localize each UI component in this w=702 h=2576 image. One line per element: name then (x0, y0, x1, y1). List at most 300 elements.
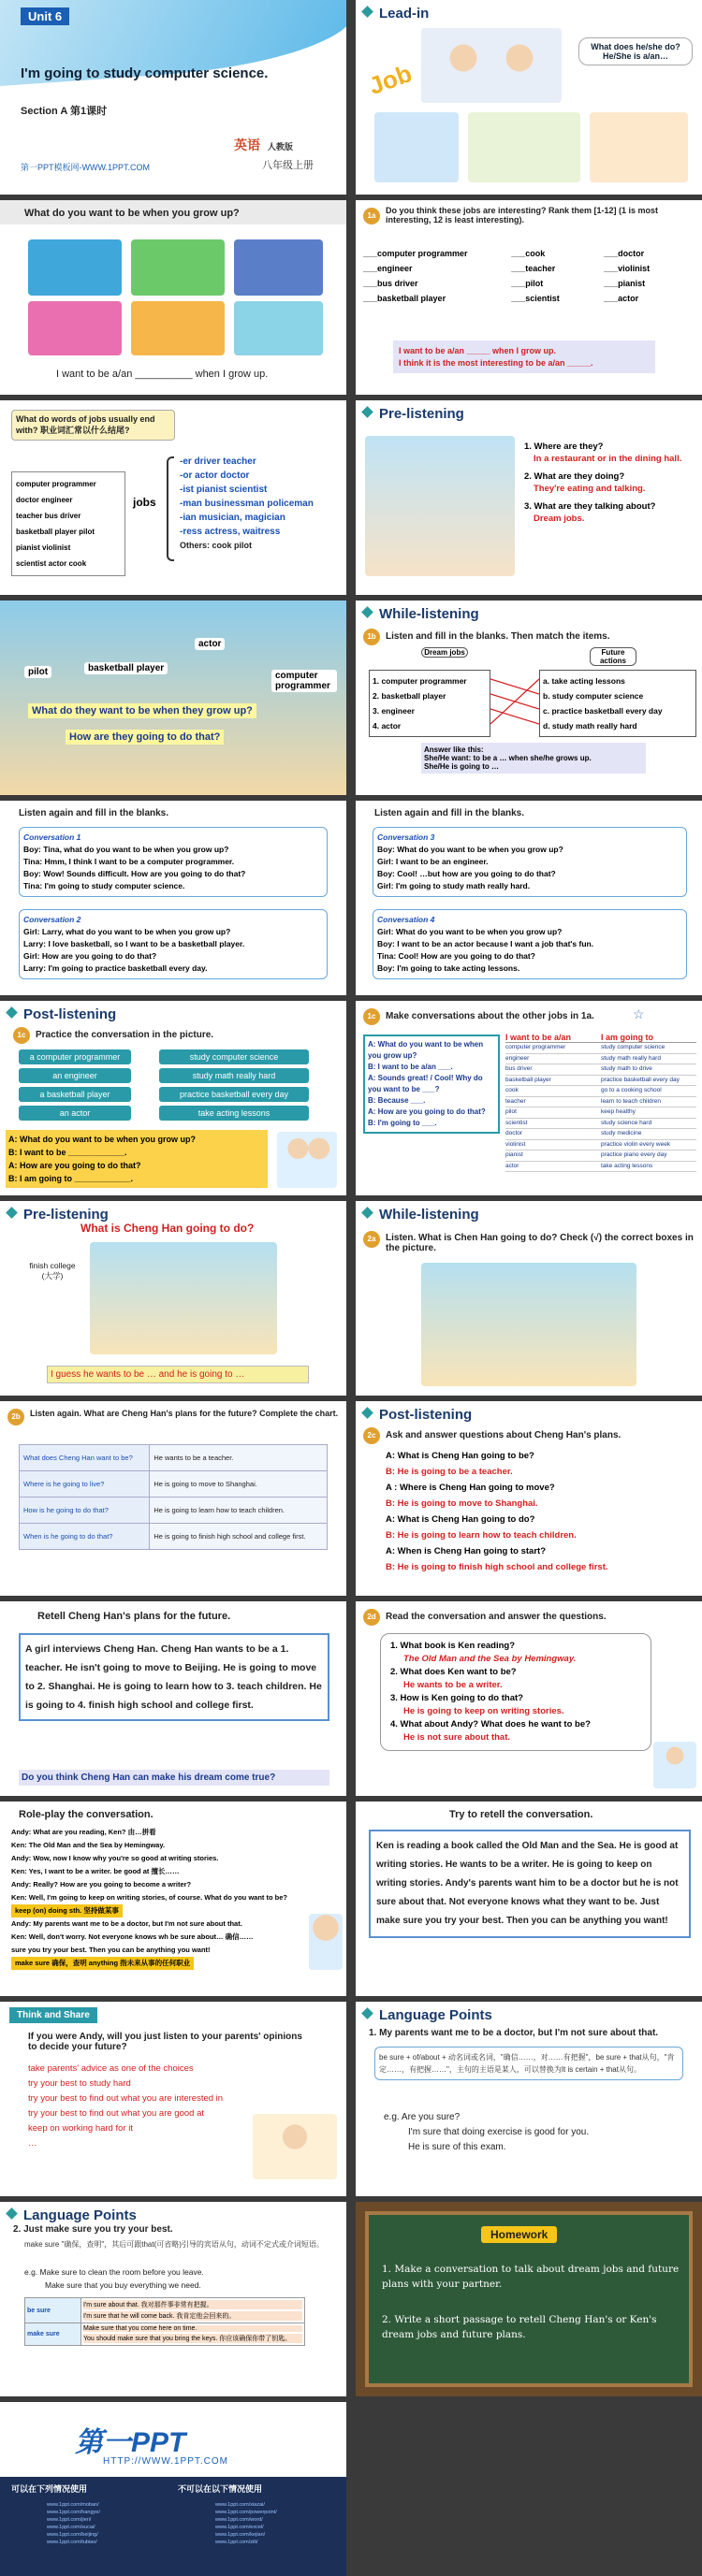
question-line: A: What is Cheng Han going to be? (386, 1451, 534, 1461)
question-line: 2. What are they doing? (524, 471, 625, 482)
conversation-line: Girl: How are you going to do that? (23, 951, 157, 961)
conversation-title: Conversation 3 (377, 832, 435, 842)
job-label: engineer (377, 264, 413, 273)
ending-line: -ist pianist scientist (180, 485, 268, 495)
job-cell: computer programmer (505, 1044, 566, 1050)
plan-cell: go to a cooking school (601, 1087, 662, 1093)
job-cell: doctor (505, 1130, 523, 1136)
note-line: make sure 确保，查明 anything 指未来从事的任何职业 (11, 1957, 194, 1970)
conversation-line: Girl: I'm going to study math really hard. (377, 881, 531, 890)
plan-cell: take acting lessons (601, 1162, 653, 1169)
slide-heading: Lead-in (363, 6, 429, 22)
links-left (47, 2501, 100, 2546)
question-line: A : Where is Cheng Han going to move? (386, 1483, 555, 1493)
plans-row (20, 1498, 328, 1524)
plans-answer: He is going to learn how to teach children. (150, 1498, 328, 1524)
task-text: Listen again. What are Cheng Han's plans for the future? Complete the chart. (30, 1409, 339, 1418)
left-item: 1. computer programmer (373, 676, 467, 686)
job-cell: scientist (505, 1119, 528, 1126)
section-label: Section A 第1课时 (21, 106, 108, 117)
column-header: I want to be a/an (505, 1033, 572, 1042)
job-label: cook (525, 249, 546, 258)
answer-model-line: She/He is going to … (424, 762, 500, 771)
job-pill: an actor (19, 1106, 131, 1121)
qa-box (380, 1633, 651, 1751)
ending-line: -or actor doctor (180, 470, 250, 481)
activity-number: 2d (363, 1609, 380, 1626)
note-line: keep (on) doing sth. 坚持做某事 (11, 1904, 123, 1918)
phrase-row (505, 1129, 696, 1140)
plan-cell: study medicine (601, 1130, 642, 1136)
job-image-6 (234, 301, 323, 355)
note-text: make sure "确保，查明"，其后可跟that(可省略)引导的宾语从句，动词不定式或介词短语。 (24, 2240, 324, 2249)
can-use-title: 可以在下列情况使用 (11, 2484, 88, 2494)
slide-brand (0, 2402, 346, 2576)
chalkboard (365, 2211, 693, 2387)
brand-logo: 第一PPT (75, 2427, 186, 2458)
conversation-line: Larry: I love basketball, so I want to be a basketball player. (23, 939, 245, 948)
question-line: A: What is Cheng Han going to do? (386, 1514, 535, 1525)
task-text: Make conversations about the other jobs in 1a. (386, 1011, 594, 1021)
slide-2d-questions (356, 1601, 702, 1796)
phrase-rows (505, 1043, 696, 1172)
conversation-1-box (19, 827, 328, 897)
resource-link[interactable]: www.1ppt.com/beijing/ (47, 2532, 98, 2538)
row-head: make sure (25, 2323, 81, 2346)
resource-link[interactable]: www.1ppt.com/excel/ (215, 2525, 264, 2530)
task-text: Read the conversation and answer the questions. (386, 1612, 607, 1622)
plan-cell: study computer science (601, 1044, 665, 1050)
question-line: 4. What about Andy? What does he want to be? (390, 1719, 591, 1729)
conversation-line: Boy: I'm going to take acting lessons. (377, 963, 520, 973)
left-item: 2. basketball player (373, 691, 446, 701)
task-text: Listen. What is Chen Han going to do? Check (√) the correct boxes in the picture. (386, 1233, 694, 1253)
phrase-row (505, 1064, 696, 1076)
job-blank[interactable]: ___pianist (604, 279, 646, 288)
phrase-row (505, 1119, 696, 1130)
conversation-line: Andy: My parents want me to be a doctor, but I'm not sure about that. (11, 1919, 242, 1928)
question-line: 1. What book is Ken reading? (390, 1641, 516, 1651)
plans-question: When is he going to do that? (20, 1524, 150, 1550)
phrase-row (505, 1043, 696, 1054)
answer-line: B: He is going to finish high school and college first. (386, 1562, 608, 1572)
dialogue-line: A: What do you want to be when you grow up? (8, 1135, 196, 1144)
label-basketball: basketball player (84, 662, 168, 674)
job-label: teacher (525, 264, 556, 273)
conversation-title: Conversation 1 (23, 832, 81, 842)
resource-link[interactable]: www.1ppt.com/kejian/ (215, 2532, 266, 2538)
homework-item-1: 1. Make a conversation to talk about dream jobs and future plans with your partner. (382, 2264, 680, 2290)
example-1: Make sure that you buy everything we need. (45, 2280, 201, 2290)
slide-title-text: I'm going to study computer science. (21, 65, 269, 81)
phrase-table (505, 1033, 696, 1172)
subject-label (234, 136, 293, 154)
action-pill: practice basketball every day (159, 1087, 309, 1102)
slide-dream-picture (0, 601, 346, 795)
answer-line: Dream jobs. (534, 514, 585, 524)
slide-want-to-be (0, 200, 346, 395)
example-label: e.g. Are you sure? (384, 2112, 461, 2122)
phrase-row (505, 1151, 696, 1162)
jobs-illustration-2 (468, 112, 580, 182)
people-illustration (421, 28, 562, 103)
question-line: A: When is Cheng Han going to start? (386, 1546, 546, 1556)
dialogue-line: B: I am going to ____________. (8, 1174, 134, 1183)
conversation-line: Tina: Cool! How are you going to do that? (377, 951, 535, 961)
conversation-title: Conversation 2 (23, 915, 81, 924)
qa-list (524, 441, 698, 524)
dialogue-box (6, 1130, 268, 1188)
jobs-illustration-3 (590, 112, 688, 182)
activity-number: 2a (363, 1231, 380, 1248)
cannot-use-title: 不可以在以下情况使用 (178, 2484, 263, 2494)
right-item: a. take acting lessons (543, 676, 625, 686)
slide-heading: Post-listening (363, 1407, 472, 1423)
answer-model-line: She/He want: to be a … when she/he grows up. (424, 754, 592, 762)
right-list (539, 670, 696, 737)
right-item: b. study computer science (543, 691, 644, 701)
plans-row (20, 1471, 328, 1498)
plans-question: Where is he going to live? (20, 1471, 150, 1498)
plan-cell: study science hard (601, 1119, 652, 1126)
example-label: e.g. Make sure to clean the room before you leave. (24, 2267, 204, 2277)
job-cell: violinist (505, 1140, 526, 1148)
answer-line: In a restaurant or in the dining hall. (534, 454, 682, 464)
answer-line: B: He is going to learn how to teach children. (386, 1530, 577, 1541)
resource-link[interactable]: www.1ppt.com/ziti/ (215, 2540, 258, 2545)
ending-line: -er driver teacher (180, 456, 256, 467)
restaurant-illustration (365, 436, 515, 576)
job-blank[interactable]: ___doctor (604, 249, 645, 258)
ending-line: -man businessman policeman (180, 499, 314, 509)
job-blank[interactable]: ___actor (604, 294, 639, 303)
answer-frame: I want to be a/an __________ when I grow up. (56, 369, 269, 380)
phrase-row (505, 1162, 696, 1173)
label-pilot: pilot (24, 666, 51, 678)
plans-answer: He wants to be a teacher. (150, 1445, 328, 1471)
answer-line: He is not sure about that. (403, 1732, 511, 1743)
job-image-policeman (234, 239, 323, 296)
job-blank[interactable]: ___teacher (511, 264, 556, 273)
activity-number: 1c (363, 1008, 380, 1025)
point-sentence: 1. My parents want me to be a doctor, but I'm not sure about that. (369, 2028, 659, 2038)
plans-question: How is he going to do that? (20, 1498, 150, 1524)
answer-line: B: He is going to move to Shanghai. (386, 1498, 538, 1509)
row-line: You should make sure that you bring the keys. 你应该确保你带了钥匙。 (83, 2334, 302, 2343)
idea-line: keep on working hard for it (28, 2123, 133, 2134)
jobs-list-line: scientist actor cook (16, 559, 87, 568)
job-blank[interactable]: ___bus driver (363, 279, 418, 288)
question-line: 1. Where are they? (524, 441, 604, 452)
job-pill: a computer programmer (19, 1049, 131, 1064)
conversation-line: Girl: What do you want to be when you grow up? (377, 927, 563, 936)
job-label: doctor (618, 249, 645, 258)
jobs-illustration-1 (374, 112, 459, 182)
brand-url: HTTP://WWW.1PPT.COM (103, 2456, 228, 2467)
job-blank[interactable]: ___scientist (511, 294, 560, 303)
slide-role-play (0, 1802, 346, 1996)
unit-badge: Unit 6 (21, 7, 69, 25)
slide-homework (356, 2202, 702, 2396)
job-cell: teacher (505, 1097, 526, 1105)
job-label: scientist (525, 294, 560, 303)
slide-while-listening-1b (356, 601, 702, 795)
conversation-line: Boy: Tina, what do you want to be when you grow up? (23, 845, 229, 854)
job-blank[interactable]: ___basketball player (363, 294, 446, 303)
answer-model-line: Answer like this: (424, 745, 484, 754)
idea-line: try your best to find out what you are interested in (28, 2093, 224, 2104)
idea-line: try your best to find out what you are good at (28, 2108, 205, 2119)
sentence-frame-2: I think it is the most interesting to be a/an _____. (399, 358, 593, 368)
jobs-list-line: doctor engineer (16, 496, 73, 504)
job-pill: a basketball player (19, 1087, 131, 1102)
note-box: be sure + of/about + 动名词或名词，"确信……，对……有把握"，be sure + that从句，"肯定……，有把握……"，主句的主语是某人，可以替换为It is certain + that从句。 (374, 2047, 683, 2080)
activity-number: 1b (363, 629, 380, 645)
dialogue-line: A: What do you want to be when you grow up? (368, 1040, 484, 1060)
plans-answer: He is going to move to Shanghai. (150, 1471, 328, 1498)
example-1: I'm sure that doing exercise is good for you. (408, 2127, 590, 2137)
plans-row (20, 1524, 328, 1550)
left-item: 4. actor (373, 721, 402, 731)
job-label: bus driver (377, 279, 418, 288)
label-programmer: computer programmer (271, 670, 337, 692)
boys-illustration (309, 1914, 343, 1970)
slide-pre-listening-2 (0, 1201, 346, 1396)
conversation-line: Girl: I want to be an engineer. (377, 857, 489, 866)
conversation-line: Ken: The Old Man and the Sea by Hemingway. (11, 1841, 166, 1849)
dream-question: Do you think Cheng Han can make his dream come true? (19, 1770, 329, 1786)
resource-link[interactable]: www.1ppt.com/jieri/ (47, 2517, 92, 2523)
brace (167, 456, 174, 561)
compare-table (24, 2297, 305, 2346)
task-text: Do you think these jobs are interesting? Rank them [1-12] (1 is most interesting, 12 is least interesting). (386, 206, 659, 224)
job-blank[interactable]: ___violinist (604, 264, 651, 273)
phrase-row (505, 1097, 696, 1108)
job-label: pilot (525, 279, 544, 288)
plans-row (20, 1445, 328, 1471)
label-actor: actor (195, 638, 225, 650)
jobs-list-line: teacher bus driver (16, 512, 81, 520)
future-illustration (253, 2114, 337, 2179)
answer-line: The Old Man and the Sea by Hemingway. (403, 1654, 577, 1664)
conversation-line: Tina: Hmm, I think I want to be a computer programmer. (23, 857, 235, 866)
dialogue-line: B: I want to be ____________. (8, 1148, 127, 1157)
phrase-row (505, 1107, 696, 1119)
ending-line: -ian musician, magician (180, 513, 285, 523)
slide-while-listening-2a (356, 1201, 702, 1396)
job-label: violinist (618, 264, 651, 273)
slide-language-points-1 (356, 2002, 702, 2196)
conversation-box (11, 1826, 311, 1970)
conversation-4-box (373, 909, 687, 979)
job-blank[interactable]: ___engineer (363, 264, 413, 273)
conversation-line: Ken: Well, don't worry. Not everyone knows wh be sure about… 确信…… (11, 1932, 254, 1941)
dream-jobs-label: Dream jobs (421, 647, 468, 658)
left-list (369, 670, 490, 737)
jobs-grid (363, 249, 696, 303)
dialogue-line: B: Because ___. (368, 1096, 426, 1105)
heading: Listen again and fill in the blanks. (374, 808, 525, 818)
plans-table (19, 1444, 328, 1550)
job-image-5 (131, 301, 225, 355)
sentence-frame-1: I want to be a/an _____ when I grow up. (399, 346, 557, 355)
homework-title: Homework (481, 2226, 557, 2243)
question-text: What do you want to be when you grow up? (24, 208, 240, 219)
conversation-line: Ken: Yes, I want to be a writer. be good at 擅长…… (11, 1867, 180, 1875)
slide-conversations-3-4 (356, 801, 702, 995)
slide-post-listening-2c (356, 1401, 702, 1596)
row-cell (81, 2323, 305, 2346)
slide-heading: While-listening (363, 606, 479, 622)
slide-2b-chart (0, 1401, 346, 1596)
resource-link[interactable]: www.1ppt.com/word/ (215, 2517, 263, 2523)
slide-rank-jobs (356, 200, 702, 395)
dialogue-line: B: I want to be a/an ___. (368, 1063, 453, 1071)
row-line: I'm sure that he will come back. 我肯定他会回来的。 (83, 2311, 302, 2321)
resource-link[interactable]: www.1ppt.com/moban/ (47, 2502, 99, 2508)
reader-illustration (653, 1742, 696, 1788)
slide-language-points-2 (0, 2202, 346, 2396)
slide-heading: Language Points (7, 2207, 137, 2223)
job-pill: an engineer (19, 1068, 131, 1083)
resource-link[interactable]: www.1ppt.com/hangye/ (47, 2510, 100, 2515)
slide-post-listening-1c (0, 1001, 346, 1195)
jobs-column (19, 1049, 131, 1121)
slide-heading: While-listening (363, 1207, 479, 1223)
dialogue-line: A: How are you going to do that? (368, 1107, 486, 1116)
example-2: He is sure of this exam. (408, 2142, 506, 2152)
conversation-line: Larry: I'm going to practice basketball every day. (23, 963, 208, 973)
job-cell: engineer (505, 1054, 530, 1062)
cheng-han-illustration (90, 1242, 277, 1354)
job-label: actor (618, 294, 639, 303)
slide-heading: Language Points (363, 2007, 492, 2023)
answer-line: He wants to be a writer. (403, 1680, 503, 1690)
action-pill: study computer science (159, 1049, 309, 1064)
speech-bubble: What does he/she do? He/She is a/an… (578, 37, 693, 65)
slide-title (0, 0, 346, 195)
retell-text: A girl interviews Cheng Han. Cheng Han wants to be a 1. teacher. He isn't going to move to Beijing. He is going to move to 2. Shanghai. He is going to learn how to 3. teach children. He is going to 4. finish high school and college first. (19, 1633, 329, 1721)
resource-link[interactable]: www.1ppt.com/powerpoint/ (215, 2510, 277, 2515)
plan-cell: learn to teach children (601, 1097, 661, 1105)
plans-question: What does Cheng Han want to be? (20, 1445, 150, 1471)
conversation-line: Andy: What are you reading, Ken? 由…拼看 (11, 1828, 156, 1836)
activity-number: 1a (363, 208, 380, 224)
plan-cell: practice basketball every day (601, 1076, 680, 1083)
slide-heading: Pre-listening (363, 406, 464, 422)
plans-answer: He is going to finish high school and college first. (150, 1524, 328, 1550)
question-text: If you were Andy, will you just listen to your parents' opinions to decide your future? (28, 2032, 302, 2052)
task-text: Listen and fill in the blanks. Then match the items. (386, 631, 610, 642)
row-line: I'm sure about that. 我对那件事非常有把握。 (83, 2300, 302, 2309)
job-cell: pilot (505, 1108, 517, 1115)
task-text: Ask and answer questions about Cheng Han's plans. (386, 1430, 622, 1440)
think-share-tag: Think and Share (9, 2007, 97, 2023)
resource-link[interactable]: www.1ppt.com/xiazai/ (215, 2502, 265, 2508)
left-item: 3. engineer (373, 706, 415, 716)
job-cell: bus driver (505, 1065, 533, 1072)
conversation-line: Ken: Well, I'm going to keep on writing stories, of course. What do you want to be? (11, 1893, 287, 1902)
job-cell: actor (505, 1162, 519, 1169)
homework-item-2: 2. Write a short passage to retell Cheng Han's or Ken's dream jobs and future plans. (382, 2314, 657, 2340)
answer-model-box (421, 743, 646, 774)
actions-column (159, 1049, 309, 1121)
job-blank[interactable]: ___pilot (511, 279, 544, 288)
conversation-3-box (373, 827, 687, 897)
jobs-list-line: computer programmer (16, 480, 96, 488)
conversation-line: Boy: What do you want to be when you grow up? (377, 845, 563, 854)
slide-heading: Post-listening (7, 1006, 116, 1022)
conversation-line: Tina: I'm going to study computer science. (23, 881, 185, 890)
conversation-line: Andy: Wow, now I know why you're so good at writing stories. (11, 1854, 219, 1862)
plan-cell: keep healthy (601, 1108, 636, 1115)
sentence-frame-box (393, 340, 655, 373)
row-line: Make sure that you come here on time. (83, 2325, 302, 2332)
qa-list (386, 1448, 608, 1575)
slide-make-conversations (356, 1001, 702, 1195)
ideas-list (28, 2062, 223, 2151)
plan-cell: practice piano every day (601, 1151, 667, 1158)
job-blank[interactable]: ___cook (511, 249, 546, 258)
activity-number: 2b (7, 1409, 24, 1425)
row-head: be sure (25, 2298, 81, 2323)
conversation-2-box (19, 909, 328, 979)
row-cell (81, 2298, 305, 2323)
jobs-word: jobs (133, 496, 156, 509)
finish-college-label: finish college (大学) (29, 1261, 76, 1281)
question-line: 2. What does Ken want to be? (390, 1667, 517, 1677)
dialogue-line: A: Sounds great! / Cool! Why do you want to be ___? (368, 1074, 483, 1093)
match-lines (490, 670, 539, 735)
resource-link[interactable]: www.1ppt.com/tubiao/ (47, 2540, 97, 2545)
ending-line: -ress actress, waitress (180, 527, 281, 537)
right-item: d. study math really hard (543, 721, 637, 731)
job-blank[interactable]: ___computer programmer (363, 249, 468, 258)
others-line: Others: cook pilot (180, 541, 253, 550)
question-box: What do words of jobs usually end with? 职业词汇常以什么结尾? (11, 410, 175, 441)
slide-conversations-1-2 (0, 801, 346, 995)
point-sentence: 2. Just make sure you try your best. (13, 2224, 173, 2235)
dialogue-line: A: How are you going to do that? (8, 1161, 141, 1170)
conversation-line: Boy: Cool! …but how are you going to do that? (377, 869, 556, 878)
slide-heading: Try to retell the conversation. (449, 1809, 593, 1820)
action-pill: take acting lessons (159, 1106, 309, 1121)
plan-cell: study math really hard (601, 1054, 661, 1062)
job-label: pianist (618, 279, 646, 288)
dialogue-box (363, 1035, 500, 1134)
phrase-row (505, 1086, 696, 1097)
job-label: basketball player (377, 294, 446, 303)
conversation-line: Boy: I want to be an actor because I want a job that's fun. (377, 939, 594, 948)
job-image-4 (28, 301, 122, 355)
answer-line: He is going to keep on writing stories. (403, 1706, 564, 1716)
conversation-line: Girl: Larry, what do you want to be when you grow up? (23, 927, 231, 936)
slide-pre-listening-1 (356, 400, 702, 595)
star-icon: ☆ (633, 1006, 645, 1021)
phrase-row (505, 1140, 696, 1151)
job-image-teacher (28, 239, 122, 296)
slide-lead-in (356, 0, 702, 195)
resource-link[interactable]: www.1ppt.com/sucai/ (47, 2525, 95, 2530)
slide-think-share (0, 2002, 346, 2196)
action-pill: study math really hard (159, 1068, 309, 1083)
slide-retell-conversation (356, 1802, 702, 1996)
job-cell: cook (505, 1087, 519, 1093)
future-actions-label: Future actions (590, 647, 636, 666)
idea-line: try your best to study hard (28, 2078, 131, 2089)
guess-frame: I guess he wants to be … and he is going to … (47, 1366, 309, 1383)
idea-line: take parents' advice as one of the choices (28, 2063, 194, 2074)
